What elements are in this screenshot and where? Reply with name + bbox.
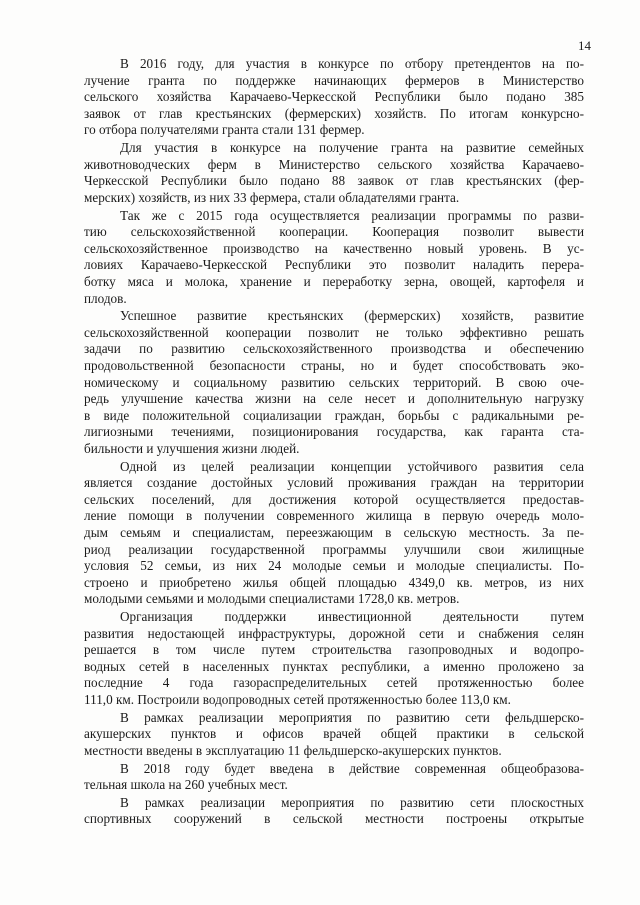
paragraph: [84, 56, 584, 139]
text-line: Одной из целей реализации концепции устойчивого развития села: [120, 458, 584, 474]
text-line: ловиях Карачаево-Черкесской Республики это позволит наладить перера-: [84, 257, 584, 273]
text-line: последние 4 года газораспределительных сетей протяженностью более: [84, 675, 584, 691]
paragraph: [84, 459, 584, 608]
text-line: риод реализации государственной программы улучшили свои жилищные: [84, 541, 584, 557]
text-line: Для участия в конкурсе на получение гранта на развитие семейных: [120, 140, 584, 156]
text-line: бильности и улучшения жизни людей.: [84, 440, 300, 456]
text-line: заявок от глав крестьянских (фермерских) хозяйств. По итогам конкурсно-: [84, 105, 584, 121]
text-line: в виде положительной социализации граждан, борьбы с радикальными ре-: [84, 407, 584, 423]
text-line: мерских) хозяйств, из них 33 фермера, стали обладателями гранта.: [84, 189, 460, 205]
text-line: сельскохозяйственное производство на качественно новый уровень. В ус-: [84, 240, 584, 256]
text-line: дым семьям и специалистам, переезжающим в сельскую местность. За пе-: [84, 525, 584, 540]
document-body: [84, 56, 584, 829]
text-line: 111,0 км. Построили водопроводных сетей протяженностью более 113,0 км.: [84, 692, 511, 708]
text-line: плодов.: [84, 290, 127, 306]
text-line: Так же с 2015 года осуществляется реализации программы по разви-: [120, 207, 584, 223]
text-line: В рамках реализации мероприятия по развитию сети фельдшерско-: [120, 709, 584, 725]
text-line: тельная школа на 260 учебных мест.: [84, 777, 288, 793]
text-line: тию сельскохозяйственной кооперации. Кооперация позволит вывести: [84, 224, 584, 240]
text-line: акушерских пунктов и офисов врачей общей практики в сельской: [84, 726, 584, 742]
paragraph: [84, 710, 584, 760]
text-line: лигиозными течениями, позиционирования государства, как гаранта ста-: [84, 424, 584, 440]
text-line: сельских поселений, для достижения которой осуществляется предостав-: [84, 491, 584, 507]
text-line: редь улучшение качества жизни на селе несет и дополнительную нагрузку: [84, 391, 584, 407]
paragraph: [84, 609, 584, 709]
text-line: решается в том числе путем строительства газопроводных и водопро-: [84, 642, 584, 658]
text-line: продовольственной безопасности страны, но и будет способствовать эко-: [84, 357, 584, 373]
text-line: ление помощи в получении современного жилища в первую очередь моло-: [84, 508, 584, 524]
paragraph: [84, 140, 584, 206]
text-line: ботку мяса и молока, хранение и переработку зерна, овощей, картофеля и: [84, 273, 584, 289]
text-line: задачи по развитию сельскохозяйственного производства и обеспечению: [84, 341, 584, 357]
text-line: молодыми семьями и молодыми специалистами 1728,0 кв. метров.: [84, 591, 460, 607]
paragraph: [84, 208, 584, 308]
text-line: В 2018 году будет введена в действие современная общеобразова-: [120, 760, 584, 776]
text-line: Черкесской Республики было подано 88 заявок от глав крестьянских (фер-: [84, 173, 584, 189]
text-line: го отбора получателями гранта стали 131 фермер.: [84, 122, 365, 138]
text-line: В рамках реализации мероприятия по развитию сети плоскостных: [120, 794, 584, 810]
text-line: спортивных сооружений в сельской местности построены открытые: [84, 811, 584, 827]
page-number: 14: [578, 38, 591, 53]
text-line: строено и приобретено жилья общей площадью 4349,0 кв. метров, из них: [84, 574, 584, 590]
paragraph: [84, 761, 584, 794]
text-line: является создание достойных условий проживания граждан на территории: [84, 475, 584, 491]
text-line: Успешное развитие крестьянских (фермерских) хозяйств, развитие: [120, 308, 584, 324]
text-line: животноводческих ферм в Министерство сельского хозяйства Карачаево-: [84, 156, 584, 172]
text-line: В 2016 году, для участия в конкурсе по отбору претендентов на по-: [120, 56, 584, 71]
text-line: развития недостающей инфраструктуры, дорожной сети и снабжения селян: [84, 625, 584, 641]
text-line: водных сетей в населенных пунктах республики, а именно проложено за: [84, 658, 584, 674]
paragraph: [84, 795, 584, 828]
text-line: сельскохозяйственной кооперации позволит не только эффективно решать: [84, 324, 584, 340]
text-line: лучение гранта по поддержке начинающих фермеров в Министерство: [84, 72, 584, 88]
text-line: номическому и социальному развитию сельских территорий. В свою оче-: [84, 374, 584, 390]
text-line: сельского хозяйства Карачаево-Черкесской Республики было подано 385: [84, 89, 584, 105]
paragraph: [84, 308, 584, 457]
text-line: Организация поддержки инвестиционной деятельности путем: [120, 609, 584, 625]
text-line: условия 52 семьи, из них 24 молодые семьи и молодые специалисты. По-: [84, 558, 584, 574]
text-line: местности введены в эксплуатацию 11 фельдшерско-акушерских пунктов.: [84, 742, 502, 758]
